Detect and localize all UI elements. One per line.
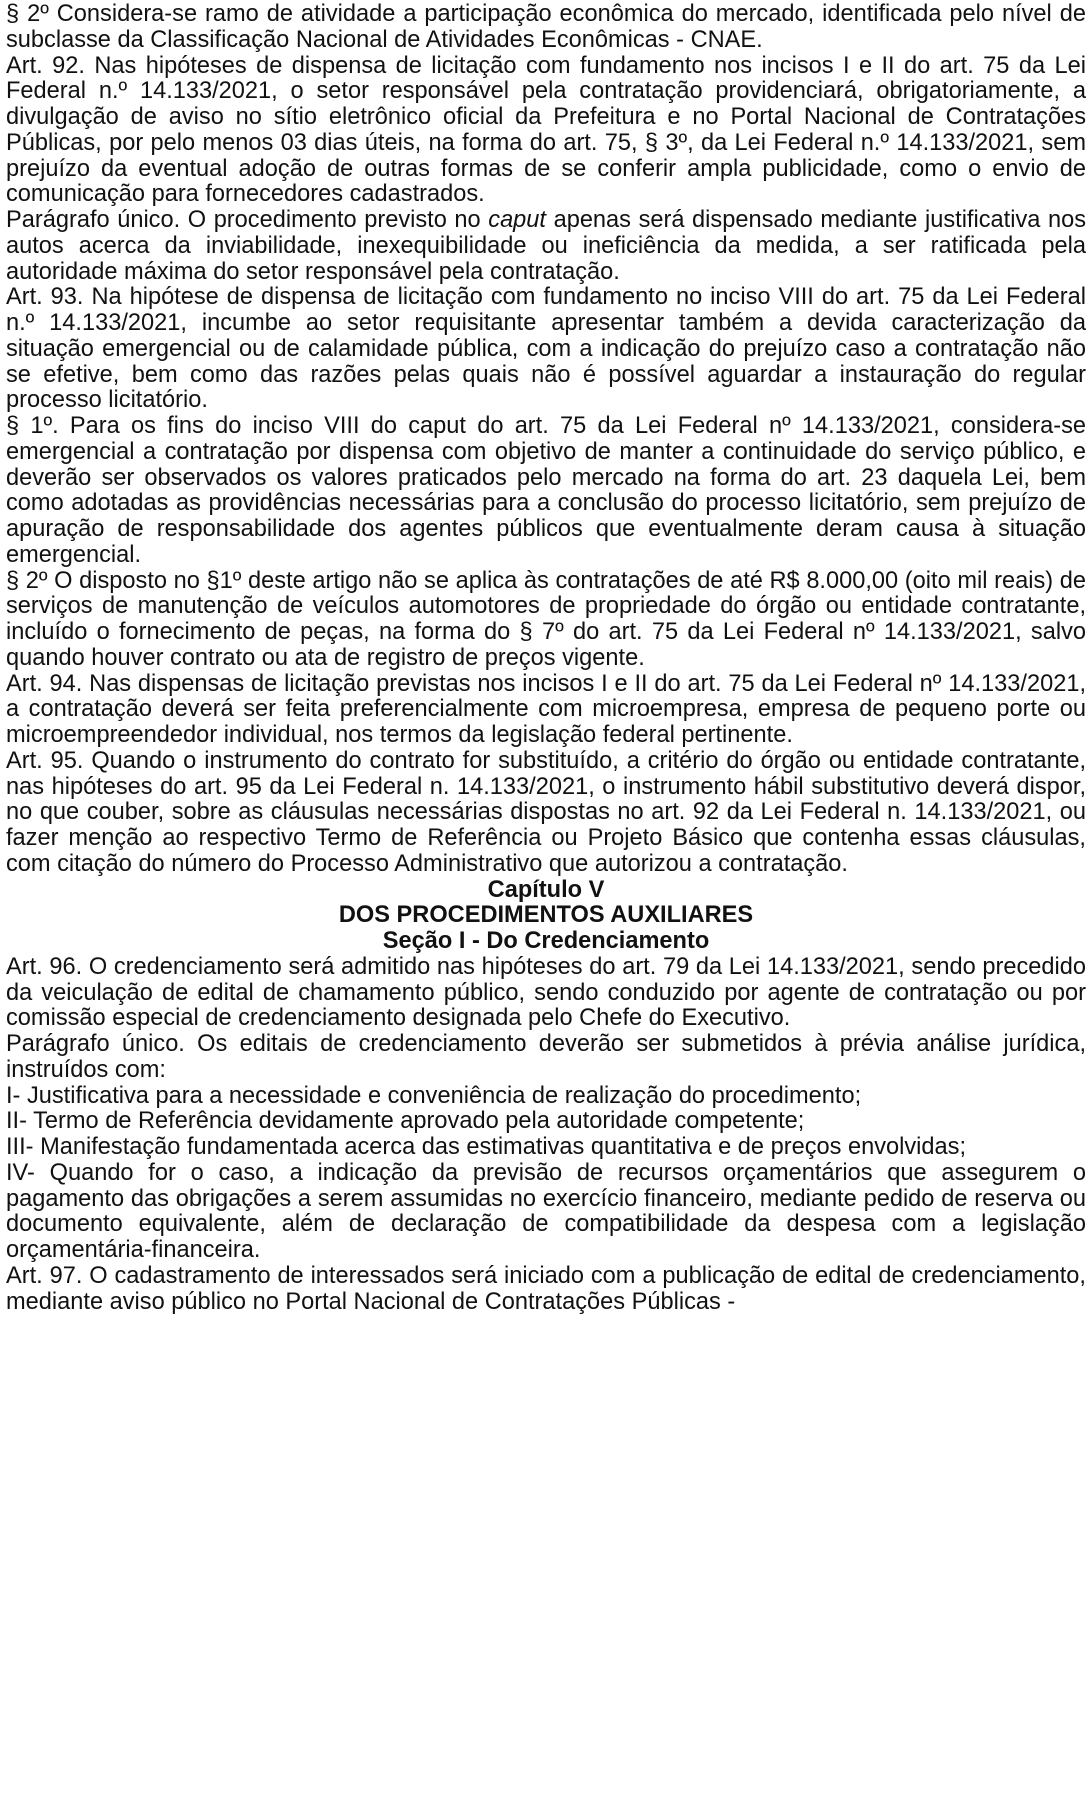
section-heading: Seção I - Do Credenciamento: [382, 928, 710, 954]
paragraph-art93: Art. 93. Na hipótese de dispensa de licitação com fundamento no inciso VIII do art. 75 da Lei Federal n.º 14.133/2021, incumbe ao setor requisitante apresentar também a devida caracterização da situação emergencial ou de calamidade pública, com a indicação do prejuízo caso a contratação não se efetive, bem como das razões pelas quais não é possível aguardar a instauração do regular processo licitatório.: [6, 284, 1086, 414]
paragraph-art95: Art. 95. Quando o instrumento do contrato for substituído, a critério do órgão ou entidade contratante, nas hipóteses do art. 95 da Lei Federal n. 14.133/2021, o instrumento hábil substitutivo deverá dispor, no que couber, sobre as cláusulas necessárias dispostas no art. 92 da Lei Federal n. 14.133/2021, ou fazer menção ao respectivo Termo de Referência ou Projeto Básico que contenha essas cláusulas, com citação do número do Processo Administrativo que autorizou a contratação.: [6, 747, 1086, 877]
list-item-iv: IV- Quando for o caso, a indicação da previsão de recursos orçamentários que assegurem o pagamento das obrigações a serem assumidas no exercício financeiro, mediante pedido de reserva ou documento equivalente, além de declaração de compatibilidade da despesa com a legislação orçamentária-financeira.: [6, 1159, 1086, 1263]
list-item-i: I- Justificativa para a necessidade e conveniência de realização do procedimento;: [6, 1082, 862, 1109]
paragraph-art93-par2: § 2º O disposto no §1º deste artigo não se aplica às contratações de até R$ 8.000,00 (oito mil reais) de serviços de manutenção de veículos automotores de propriedade do órgão ou entidade contratante, incluído o fornecimento de peças, na forma do § 7º do art. 75 da Lei Federal nº 14.133/2021, salvo quando houver contrato ou ata de registro de preços vigente.: [6, 567, 1086, 671]
text-run: apenas será dispensado mediante justificativa nos autos acerca da inviabilidade, inexequibilidade ou ineficiência da medida, a ser ratificada pela autoridade máxima do setor responsável pela contratação.: [6, 207, 1086, 285]
paragraph-art97: Art. 97. O cadastramento de interessados será iniciado com a publicação de edital de credenciamento, mediante aviso público no Portal Nacional de Contratações Públicas -: [6, 1262, 1086, 1315]
paragraph-art96: Art. 96. O credenciamento será admitido nas hipóteses do art. 79 da Lei 14.133/2021, sendo precedido da veiculação de edital de chamamento público, sendo conduzido por agente de contratação ou por comissão especial de credenciamento designada pelo Chefe do Executivo.: [6, 953, 1086, 1032]
paragraph-art94: Art. 94. Nas dispensas de licitação previstas nos incisos I e II do art. 75 da Lei Federal nº 14.133/2021, a contratação deverá ser feita preferencialmente com microempresa, empresa de pequeno porte ou microempreendedor individual, nos termos da legislação federal pertinente.: [6, 670, 1086, 748]
list-item-ii: II- Termo de Referência devidamente aprovado pela autoridade competente;: [6, 1108, 805, 1135]
paragraph-art93-par1: § 1º. Para os fins do inciso VIII do caput do art. 75 da Lei Federal nº 14.133/2021, considera-se emergencial a contratação por dispensa com objetivo de manter a continuidade do serviço público, e deverão ser observados os valores praticados pelo mercado na forma do art. 23 daquela Lei, bem como adotadas as providências necessárias para a conclusão do processo licitatório, sem prejuízo de apuração de responsabilidade dos agentes públicos que eventualmente deram causa à situação emergencial.: [6, 413, 1086, 568]
chapter-heading: Capítulo V: [487, 876, 605, 903]
list-item-iii: III- Manifestação fundamentada acerca das estimativas quantitativa e de preços envolvidas;: [6, 1134, 967, 1160]
paragraph-art92: Art. 92. Nas hipóteses de dispensa de licitação com fundamento nos incisos I e II do art. 75 da Lei Federal n.º 14.133/2021, o setor responsável pela contratação providenciará, obrigatoriamente, a divulgação de aviso no sítio eletrônico oficial da Prefeitura e no Portal Nacional de Contratações Públicas, por pelo menos 03 dias úteis, na forma do art. 75, § 3º, da Lei Federal n.º 14.133/2021, sem prejuízo da eventual adoção de outras formas de se conferir ampla publicidade, como o envio de comunicação para fornecedores cadastrados.: [6, 52, 1086, 208]
paragraph-art92-sole: [6, 208, 1086, 285]
chapter-title: DOS PROCEDIMENTOS AUXILIARES: [338, 902, 754, 929]
paragraph-art91-par2: § 2º Considera-se ramo de atividade a participação econômica do mercado, identificada pelo nível de subclasse da Classificação Nacional de Atividades Econômicas - CNAE.: [6, 1, 1086, 53]
paragraph-art96-sole: Parágrafo único. Os editais de credenciamento deverão ser submetidos à prévia análise jurídica, instruídos com:: [6, 1031, 1086, 1083]
text-run: Parágrafo único. O procedimento previsto no: [6, 207, 489, 233]
italic-term: caput: [488, 207, 546, 233]
